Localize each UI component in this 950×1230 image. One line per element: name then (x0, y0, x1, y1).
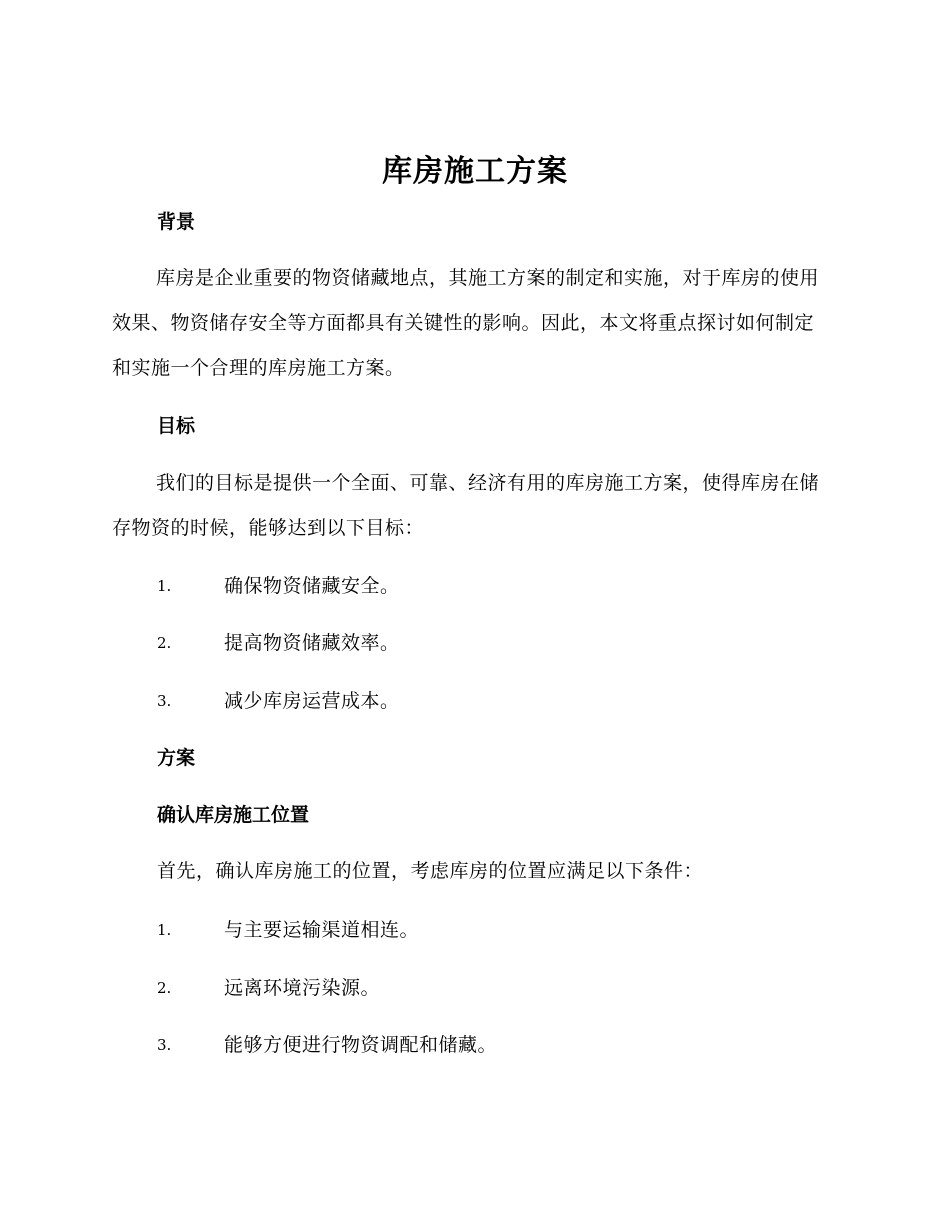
list-item-text: 能够方便进行物资调配和储藏。 (224, 1034, 498, 1056)
list-item-text: 与主要运输渠道相连。 (224, 919, 420, 941)
list-item-text: 提高物资储藏效率。 (224, 632, 400, 654)
list-item-text: 确保物资储藏安全。 (224, 575, 400, 597)
list-item (157, 973, 857, 1003)
list-item (157, 915, 857, 945)
list-item (157, 571, 857, 601)
page-title: 库房施工方案 (382, 154, 568, 189)
list-item-number: 1. (157, 577, 172, 595)
list-item-number: 1. (157, 921, 172, 939)
list-item-text: 远离环境污染源。 (224, 977, 381, 999)
list-item-number: 2. (157, 634, 172, 652)
section-heading-background: 背景 (157, 211, 196, 233)
list-item (157, 628, 857, 658)
goal-paragraph: 我们的目标是提供一个全面、可靠、经济有用的库房施工方案，使得库房在储存物资的时候，能够达到以下目标： (112, 472, 820, 539)
section-heading-plan: 方案 (157, 747, 196, 769)
subsection-heading-location: 确认库房施工位置 (157, 804, 310, 826)
list-item-number: 2. (157, 979, 172, 997)
list-item (157, 1030, 857, 1060)
background-paragraph: 库房是企业重要的物资储藏地点，其施工方案的制定和实施，对于库房的使用效果、物资储存安全等方面都具有关键性的影响。因此，本文将重点探讨如何制定和实施一个合理的库房施工方案。 (112, 267, 820, 379)
section-heading-goal: 目标 (157, 415, 196, 437)
list-item-text: 减少库房运营成本。 (224, 690, 400, 712)
list-item-number: 3. (157, 692, 172, 710)
list-item (157, 686, 857, 716)
plan-paragraph: 首先，确认库房施工的位置，考虑库房的位置应满足以下条件： (157, 860, 704, 882)
list-item-number: 3. (157, 1036, 172, 1054)
